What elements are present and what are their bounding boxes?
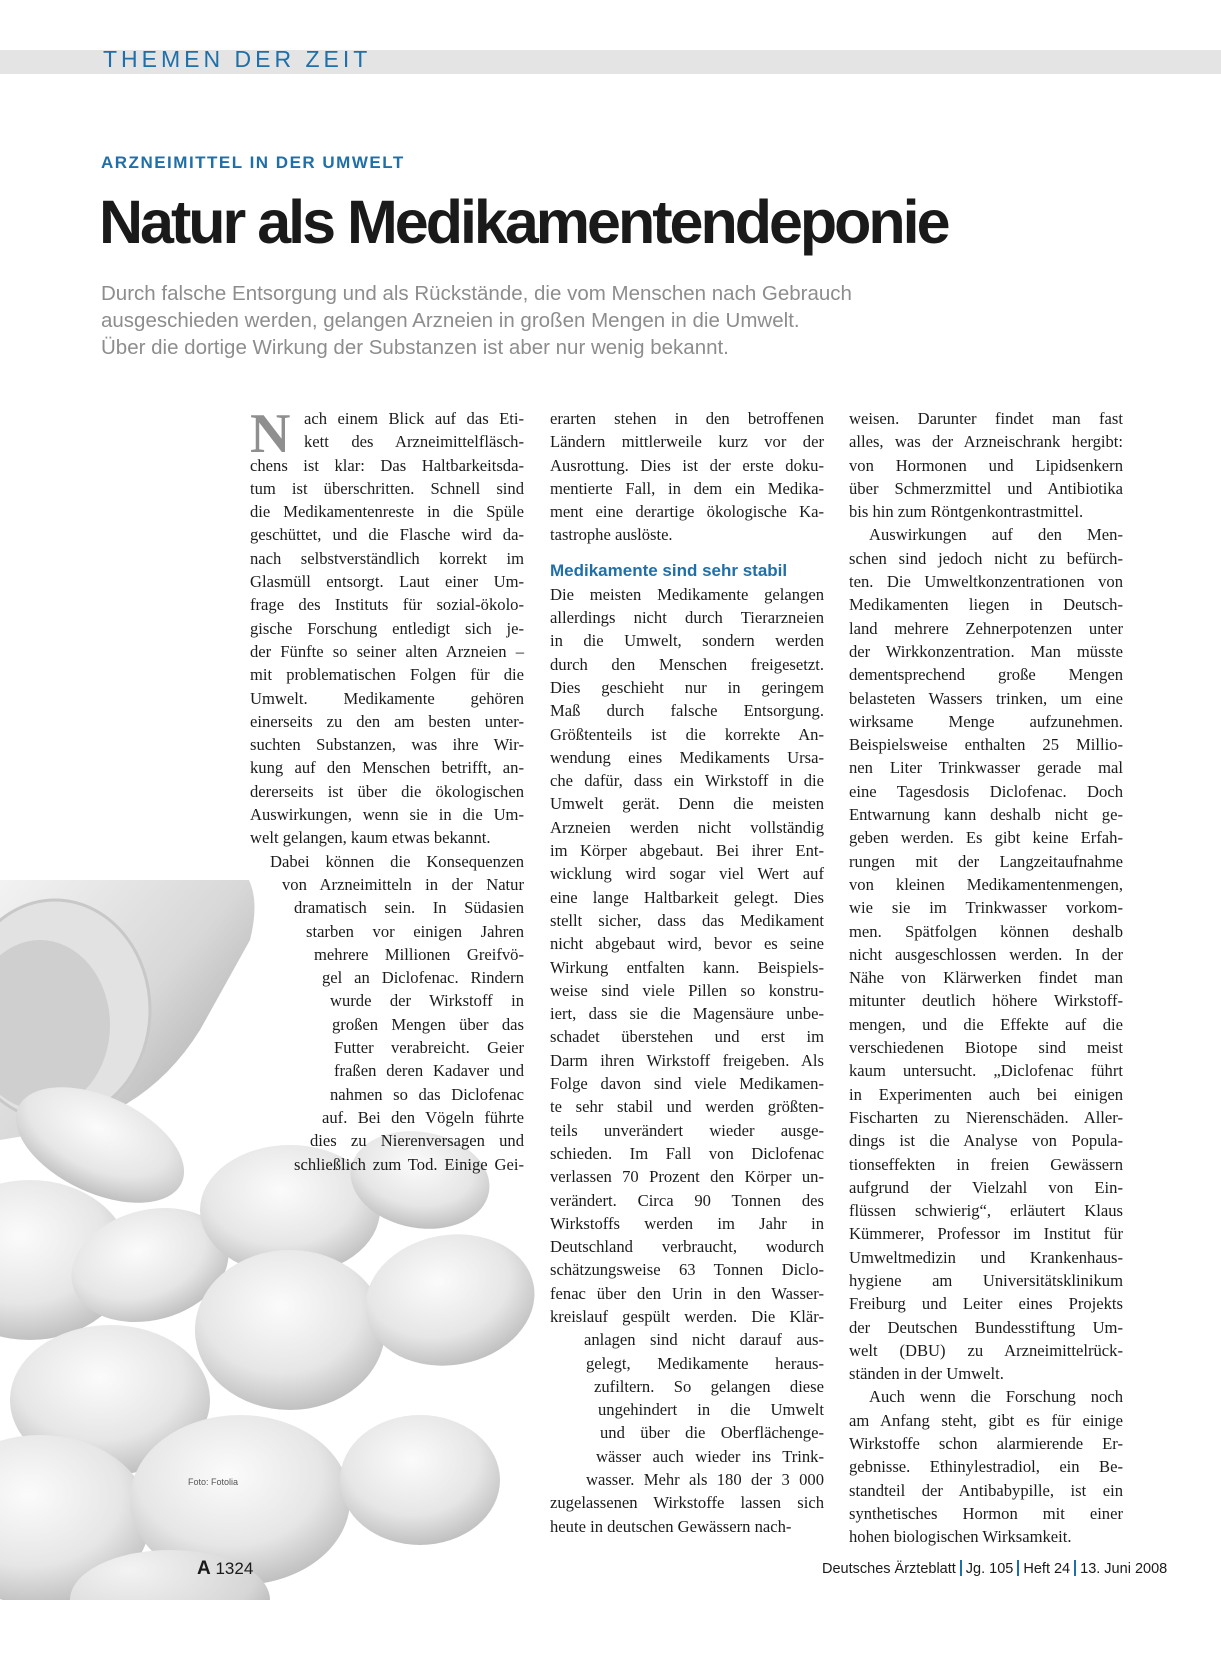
text-line: hygiene am Universitätsklinikum — [849, 1270, 1123, 1290]
text-line: Deutschland verbraucht, wodurch — [550, 1237, 824, 1257]
lead-line: ausgeschieden werden, gelangen Arzneien in großen Mengen in die Umwelt. — [101, 309, 800, 332]
article-lead — [101, 280, 981, 361]
text-line: ten. Die Umweltkonzentrationen von — [849, 572, 1123, 592]
article-kicker: ARZNEIMITTEL IN DER UMWELT — [101, 153, 405, 172]
text-line: Auswirkungen auf den Men- — [869, 525, 1123, 545]
text-line: wicklung wird sogar viel Wert auf — [550, 864, 824, 884]
text-line: von Arzneimitteln in der Natur — [282, 874, 524, 894]
text-line: fraßen deren Kadaver und — [334, 1061, 524, 1081]
text-line: standteil der Antibabypille, ist ein — [849, 1480, 1123, 1500]
text-line: alles, was der Arzneischrank hergibt: — [849, 432, 1123, 452]
text-line: Kümmerer, Professor im Institut für — [849, 1224, 1123, 1244]
text-line: Fischarten zu Nierenschäden. Aller- — [849, 1107, 1123, 1127]
text-line: auf. Bei den Vögeln führte — [322, 1107, 524, 1127]
text-line: Darm ihren Wirkstoff freigeben. Als — [550, 1050, 824, 1070]
text-line: che dafür, dass ein Wirkstoff in die — [550, 771, 824, 791]
text-line: frage des Instituts für sozial-ökolo- — [250, 595, 524, 615]
text-line: wie sie im Trinkwasser vorkom- — [849, 898, 1123, 918]
text-line: starben vor einigen Jahren — [306, 921, 524, 941]
text-line: kett des Arzneimittelfläsch- — [304, 432, 524, 452]
text-line: großen Mengen über das — [332, 1014, 524, 1034]
text-line: mentierte Fall, in dem ein Medika- — [550, 478, 824, 498]
text-line: Folge davon sind viele Medikamen- — [550, 1074, 824, 1094]
text-line: der Fünfte so seiner alten Arzneien – — [250, 641, 524, 661]
text-line: Umwelt. Medikamente gehören — [250, 688, 524, 708]
drop-cap: N — [250, 403, 291, 465]
text-line: ständen in der Umwelt. — [849, 1364, 1004, 1384]
text-line: weisen. Darunter findet man fast — [849, 409, 1123, 428]
text-line: welt (DBU) zu Arzneimittelrück- — [849, 1340, 1123, 1360]
photo-credit: Foto: Fotolia — [188, 1477, 239, 1487]
text-line: Medikamenten liegen in Deutsch- — [849, 595, 1123, 615]
text-line: men. Spätfolgen können deshalb — [849, 921, 1123, 941]
text-line: Maß durch falsche Entsorgung. — [550, 701, 824, 721]
column-1 — [250, 403, 524, 1176]
section-label: THEMEN DER ZEIT — [103, 46, 372, 72]
text-line: suchten Substanzen, was ihre Wir- — [250, 735, 524, 755]
text-line: belasteten Wassers trinken, um eine — [849, 688, 1123, 708]
text-line: bis hin zum Röntgenkontrastmittel. — [849, 502, 1084, 522]
separator — [1017, 1560, 1019, 1576]
article-title: Natur als Medikamentendeponie — [99, 188, 948, 256]
text-line: flüssen schwierig“, erläutert Klaus — [849, 1201, 1123, 1221]
text-line: teils unverändert wieder ausge- — [550, 1120, 824, 1140]
text-line: Größtenteils ist die korrekte An- — [550, 724, 824, 744]
text-line: der Deutschen Bundesstiftung Um- — [849, 1317, 1123, 1337]
text-line: gische Forschung entledigt sich je- — [250, 618, 524, 638]
text-line: geschüttet, und die Flasche wird da- — [250, 525, 524, 545]
text-line: verschiedenen Biotope sind meist — [849, 1038, 1123, 1058]
text-line: in Experimenten auch bei einigen — [849, 1084, 1123, 1104]
text-line: im Körper abgebaut. Bei ihrer Ent- — [550, 841, 824, 861]
separator — [1074, 1560, 1076, 1576]
text-line: Dabei können die Konsequenzen — [270, 851, 524, 871]
text-line: wurde der Wirkstoff in — [330, 991, 524, 1011]
column-2 — [550, 407, 824, 1538]
column-2-part-1 — [550, 407, 824, 547]
lead-line: Über die dortige Wirkung der Substanzen ist aber nur wenig bekannt. — [101, 336, 729, 359]
text-line: rungen mit der Langzeitaufnahme — [849, 851, 1123, 871]
text-line: schen sind jedoch nicht zu befürch- — [849, 548, 1123, 568]
text-line: wasser. Mehr als 180 der 3 000 — [586, 1470, 824, 1490]
text-line: allerdings nicht durch Tierarzneien — [550, 608, 824, 628]
text-line: ungehindert in die Umwelt — [598, 1400, 824, 1420]
separator — [960, 1560, 962, 1576]
text-line: durch den Menschen freigesetzt. — [550, 654, 824, 674]
text-line: schließlich zum Tod. Einige Gei- — [294, 1154, 524, 1174]
text-line: über Schmerzmittel und Antibiotika — [849, 478, 1123, 498]
text-line: zugelassenen Wirkstoffe lassen sich — [550, 1493, 824, 1513]
text-line: nen Liter Trinkwasser gerade mal — [849, 758, 1123, 778]
text-line: ment eine derartige ökologische Ka- — [550, 502, 824, 522]
text-line: geben werden. Es gibt keine Erfah- — [849, 828, 1123, 848]
text-line: wirksame Menge aufzunehmen. — [849, 711, 1123, 731]
journal-info — [822, 1560, 1167, 1577]
text-line: verändert. Circa 90 Tonnen des — [550, 1190, 824, 1210]
text-line: der Wirkkonzentration. Man müsste — [849, 641, 1123, 661]
text-line: mitunter deutlich höhere Wirkstoff- — [849, 991, 1123, 1011]
text-line: und über die Oberflächenge- — [600, 1423, 824, 1443]
text-line: kaum untersucht. „Diclofenac führt — [849, 1061, 1123, 1081]
text-line: dies zu Nierenversagen und — [310, 1131, 524, 1151]
text-line: kung auf den Menschen betrifft, an- — [250, 758, 524, 778]
page-number — [197, 1558, 253, 1580]
text-line: die Medikamentenreste in die Spüle — [250, 502, 524, 522]
text-line: weise sind viele Pillen so konstru- — [550, 980, 824, 1000]
text-line: heute in deutschen Gewässern nach- — [550, 1516, 792, 1536]
text-line: Die meisten Medikamente gelangen — [550, 584, 824, 604]
text-line: tastrophe auslöste. — [550, 525, 673, 545]
text-line: wendung eines Medikaments Ursa- — [550, 747, 824, 767]
text-line: Ausrottung. Dies ist der erste doku- — [550, 455, 824, 475]
text-line: eine Tagesdosis Diclofenac. Doch — [849, 781, 1123, 801]
text-line: von kleinen Medikamentenmengen, — [849, 874, 1123, 894]
text-line: te sehr stabil und werden größten- — [550, 1097, 824, 1117]
text-line: Glasmüll entsorgt. Laut einer Um- — [250, 572, 524, 592]
text-line: Wirkstoffe schon alarmierende Er- — [849, 1434, 1123, 1454]
text-line: mehrere Millionen Greifvö- — [314, 944, 524, 964]
text-line: mit problematischen Folgen für die — [250, 665, 524, 685]
text-line: Dies geschieht nur in geringem — [550, 677, 824, 697]
text-line: nicht abgebaut wird, bevor es seine — [550, 934, 824, 954]
text-line: stellt sicher, dass das Medikament — [550, 910, 824, 930]
text-line: wässer auch wieder ins Trink- — [596, 1446, 824, 1466]
text-line: zufiltern. So gelangen diese — [594, 1376, 824, 1396]
text-line: tionseffekten in freien Gewässern — [849, 1154, 1123, 1174]
text-line: Umweltmedizin und Krankenhaus- — [849, 1247, 1123, 1267]
text-line: nicht ausgeschlossen werden. In der — [849, 944, 1123, 964]
text-line: Auswirkungen, wenn sie in die Um- — [250, 805, 524, 825]
text-line: Wirkstoffs werden im Jahr in — [550, 1213, 824, 1233]
text-line: erarten stehen in den betroffenen — [550, 409, 824, 428]
text-line: Freiburg und Leiter eines Projekts — [849, 1294, 1123, 1314]
text-line: Wirkung entfalten kann. Beispiels- — [550, 957, 824, 977]
text-line: kreislauf gespült werden. Die Klär- — [550, 1306, 824, 1326]
journal-date: 13. Juni 2008 — [1080, 1561, 1168, 1577]
text-line: dings ist die Analyse von Popula- — [849, 1131, 1123, 1151]
column-2-part-2 — [550, 583, 824, 1538]
text-line: dramatisch sein. In Südasien — [294, 898, 524, 918]
text-line: iert, dass sie die Magensäure unbe- — [550, 1004, 824, 1024]
text-line: Arzneien werden nicht vollständig — [550, 817, 824, 837]
text-line: hohen biologischen Wirksamkeit. — [849, 1527, 1072, 1547]
text-line: synthetisches Hormon mit einer — [849, 1503, 1123, 1523]
text-line: nach selbstverständlich korrekt im — [250, 548, 524, 568]
page-number-value: 1324 — [215, 1559, 254, 1578]
text-line: von Hormonen und Lipidsenkern — [849, 455, 1123, 475]
text-line: in die Umwelt, sondern werden — [550, 631, 824, 651]
text-line: einerseits zu den am besten unter- — [250, 711, 524, 731]
text-line: schätzungsweise 63 Tonnen Diclo- — [550, 1260, 824, 1280]
text-line: nahmen so das Diclofenac — [330, 1084, 524, 1104]
text-line: chens ist klar: Das Haltbarkeitsda- — [250, 455, 524, 475]
journal-issue: Heft 24 — [1023, 1561, 1071, 1577]
text-line: am Anfang steht, gibt es für einige — [849, 1410, 1123, 1430]
column-3 — [849, 407, 1123, 1549]
text-line: Umwelt gerät. Denn die meisten — [550, 794, 824, 814]
text-line: eine lange Haltbarkeit gelegt. Dies — [550, 887, 824, 907]
text-line: ach einem Blick auf das Eti- — [304, 409, 524, 428]
lead-line: Durch falsche Entsorgung und als Rückstände, die vom Menschen nach Gebrauch — [101, 282, 852, 305]
text-line: dementsprechend große Mengen — [849, 665, 1123, 685]
text-line: Auch wenn die Forschung noch — [869, 1387, 1123, 1407]
journal-volume: Jg. 105 — [965, 1561, 1014, 1577]
text-line: Futter verabreicht. Geier — [334, 1038, 524, 1058]
text-line: gebnisse. Ethinylestradiol, ein Be- — [849, 1457, 1123, 1477]
text-line: mengen, und die Effekte auf die — [849, 1014, 1123, 1034]
page-prefix: A — [197, 1558, 211, 1579]
text-line: fenac über den Urin in den Wasser- — [550, 1283, 824, 1303]
text-line: Entwarnung kann deshalb nicht ge- — [849, 805, 1123, 825]
text-line: Beispielsweise enthalten 25 Millio- — [849, 735, 1123, 755]
text-line: schadet überstehen und erst im — [550, 1027, 824, 1047]
journal-name: Deutsches Ärzteblatt — [822, 1561, 956, 1577]
text-line: welt gelangen, kaum etwas bekannt. — [250, 828, 491, 848]
text-line: schieden. Im Fall von Diclofenac — [550, 1143, 824, 1163]
text-line: aufgrund der Vielzahl von Ein- — [849, 1177, 1123, 1197]
article-subheading: Medikamente sind sehr stabil — [550, 560, 788, 580]
text-line: tum ist überschritten. Schnell sind — [250, 478, 524, 498]
text-line: anlagen sind nicht darauf aus- — [584, 1330, 824, 1350]
text-line: gel an Diclofenac. Rindern — [322, 968, 524, 988]
text-line: Nähe von Klärwerken findet man — [849, 968, 1123, 988]
text-line: gelegt, Medikamente heraus- — [586, 1353, 824, 1373]
text-line: verlassen 70 Prozent den Körper un- — [550, 1167, 824, 1187]
text-line: dererseits ist über die ökologischen — [250, 781, 524, 801]
text-line: land mehrere Zehnerpotenzen unter — [849, 618, 1123, 638]
text-line: Ländern mittlerweile kurz vor der — [550, 432, 824, 452]
